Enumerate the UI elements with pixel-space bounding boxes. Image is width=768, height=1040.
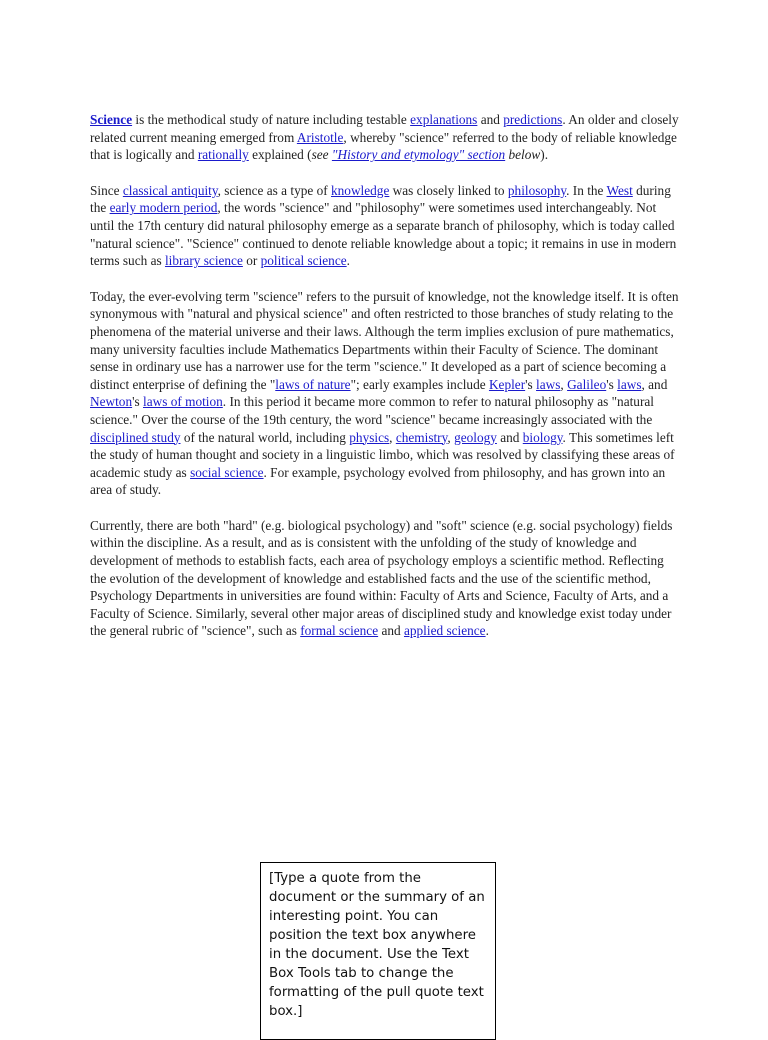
link-west[interactable]: West [606,182,633,198]
link-history-etymology[interactable] [332,147,505,162]
link-laws-of-nature[interactable]: laws of nature [275,376,351,392]
link-kepler-laws[interactable]: laws [536,376,561,392]
text-run: and [496,429,523,445]
pull-quote-text-box[interactable] [260,862,496,1040]
link-explanations[interactable]: explanations [410,112,478,127]
text-run: was closely linked to [389,182,508,198]
link-history-etymology-label: "History and etymology" section [331,147,506,163]
link-social-science[interactable]: social science [190,464,264,480]
pull-quote-text: [Type a quote from the document or the summary of an interesting point. You can position the text box anywhere in the document. Use the Text Box Tools tab to change the formatting of the pull quote text box.] [269,871,485,1019]
link-chemistry[interactable]: chemistry [395,429,448,445]
text-run: , [560,376,568,392]
text-run: and [477,112,504,127]
link-disciplined-study[interactable]: disciplined study [90,429,181,445]
text-below: below [505,147,541,163]
text-run: or [242,253,261,269]
text-run: . [346,253,350,269]
link-biology[interactable]: biology [522,429,563,445]
text-run: ). [540,147,549,163]
text-run: . In this period it became more common to refer to natural philosophy as "natural science." Over the course of the 19th century, the word "science" became increasingly associated with the [90,394,654,427]
text-run: 's [525,376,537,392]
text-run: and [378,623,404,639]
text-run: . For example, psychology evolved from philosophy, and has grown into an area of study. [90,464,666,498]
text-run: , whereby "science" referred to the body of reliable knowledge that is logically and [90,129,677,163]
link-galileo-laws[interactable]: laws [617,376,642,392]
link-knowledge[interactable]: knowledge [331,182,390,198]
link-applied-science[interactable]: applied science [403,623,486,639]
link-kepler[interactable]: Kepler [488,376,526,392]
link-formal-science[interactable]: formal science [300,623,379,639]
text-see: see [311,147,332,163]
text-run: . [485,623,489,639]
text-run: during the [90,182,671,216]
text-run: of the natural world, including [180,429,350,445]
link-laws-of-motion[interactable]: laws of motion [143,394,223,410]
text-run: , and [641,376,668,392]
text-run: Today, the ever-evolving term "science" refers to the pursuit of knowledge, not the knowledge itself. It is often synonymous with "natural and physical science" and often restricted to those branches of study relating to the phenomena of the material universe and their laws. Although the term implies exclusion of pure mathematics, many university faculties include Mathematics Departments within their Faculty of Science. The dominant sense in ordinary use has a narrower use for the term "science." It developed as a part of science becoming a distinct enterprise of defining the " [90,288,679,392]
link-classical-antiquity[interactable]: classical antiquity [122,182,218,198]
text-run: explained ( [248,147,312,163]
text-run: . An older and closely related current meaning emerged from [90,112,679,145]
link-library-science[interactable]: library science [164,253,243,269]
text-run: 's [606,376,618,392]
text-run: . In the [566,182,607,198]
text-run: is the methodical study of nature including testable [132,112,411,127]
link-predictions[interactable]: predictions [503,112,563,127]
link-philosophy[interactable]: philosophy [507,182,567,198]
link-physics[interactable]: physics [349,429,390,445]
text-run: . This sometimes left the study of human thought and society in a linguistic limbo, which was resolved by classifying these areas of academic study as [90,429,675,480]
paragraph-current [90,517,680,640]
paragraph-intro [90,111,680,164]
link-early-modern-period[interactable]: early modern period [109,200,218,216]
link-geology[interactable]: geology [454,429,497,445]
link-rationally[interactable]: rationally [197,147,249,163]
text-run: , [389,429,396,445]
paragraph-history [90,182,680,270]
text-run: , [447,429,455,445]
link-political-science[interactable]: political science [260,253,347,269]
article-body [90,111,680,658]
text-run: "; early examples include [350,376,489,392]
link-newton[interactable]: Newton [90,394,133,410]
text-run: Since [90,182,123,198]
text-run: , the words "science" and "philosophy" were sometimes used interchangeably. Not until the 17th century did natural philosophy emerge as a separate branch of philosophy, which is today called "natural science". "Science" continued to denote reliable knowledge about a topic; it remains in use in modern terms such as [90,200,677,269]
paragraph-modern-usage [90,288,680,499]
link-galileo[interactable]: Galileo [567,376,607,392]
text-run: Currently, there are both "hard" (e.g. biological psychology) and "soft" science (e.g. social psychology) fields within the discipline. As a result, and as is consistent with the unfolding of the study of knowledge and development of methods to establish facts, each area of psychology employs a scientific method. Reflecting the evolution of the development of knowledge and established facts and the use of the scientific method, Psychology Departments in universities are found within: Faculty of Arts and Science, Faculty of Arts, and a Faculty of Science. Similarly, several other major areas of disciplined study and knowledge exist today under the general rubric of "science", such as [90,517,673,639]
link-science[interactable]: Science [90,112,133,127]
text-run: , science as a type of [217,182,331,198]
text-run: 's [132,394,144,410]
link-aristotle[interactable]: Aristotle [296,129,344,145]
